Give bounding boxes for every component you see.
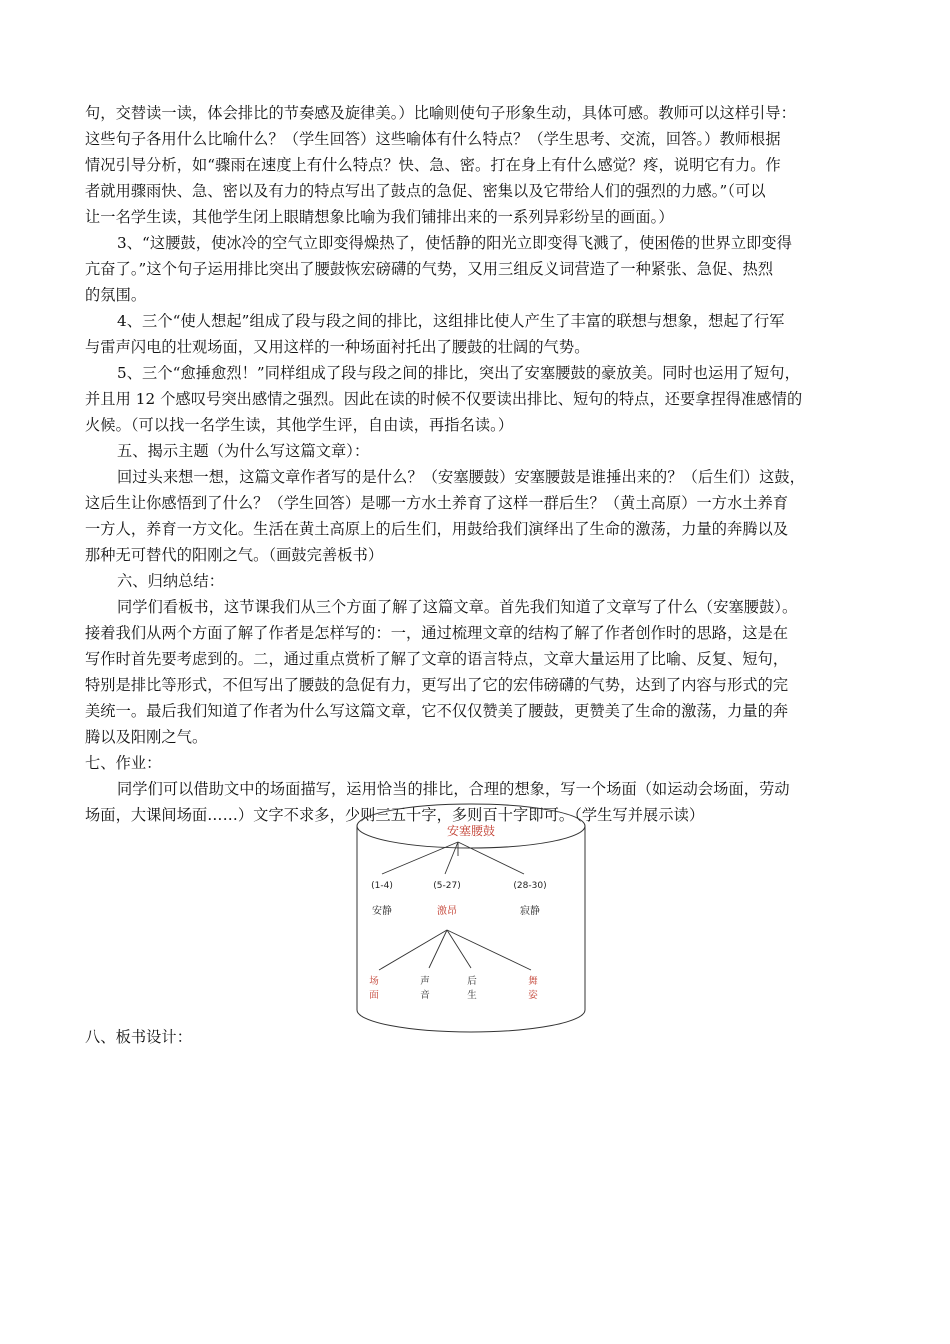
diagram-title: 安塞腰鼓 xyxy=(446,824,496,838)
text-line: 3、“这腰鼓，使冰冷的空气立即变得燥热了，使恬静的阳光立即变得飞溅了，使困倦的世界立即变得 xyxy=(117,234,792,252)
drum-board-diagram xyxy=(355,802,587,1034)
text-line: 特别是排比等形式，不但写出了腰鼓的急促有力，更写出了它的宏伟磅礴的气势，达到了内容与形式的完 xyxy=(85,676,789,694)
aspect-label: 面 xyxy=(369,990,379,1001)
text-line: 回过头来想一想，这篇文章作者写的是什么？（安塞腰鼓）安塞腰鼓是谁捶出来的？（后生们）这鼓， xyxy=(117,468,805,486)
section-label: 寂静 xyxy=(520,906,540,917)
text-line: 4、三个“使人想起”组成了段与段之间的排比，这组排比使人产生了丰富的联想与想象，想起了行军 xyxy=(117,312,785,330)
text-line: 接着我们从两个方面了解了作者是怎样写的：一，通过梳理文章的结构了解了作者创作时的思路，这是在 xyxy=(85,624,789,642)
aspect-label: 姿 xyxy=(528,990,538,1001)
text-line: 同学们可以借助文中的场面描写，运用恰当的排比，合理的想象，写一个场面（如运动会场面，劳动 xyxy=(117,780,790,798)
text-line: 火候。（可以找一名学生读，其他学生评，自由读，再指名读。） xyxy=(85,416,514,434)
section-heading: 六、归纳总结： xyxy=(117,572,225,590)
aspect-label: 音 xyxy=(420,990,430,1001)
text-line: 让一名学生读，其他学生闭上眼睛想象比喻为我们铺排出来的一系列异彩纷呈的画面。） xyxy=(85,208,674,226)
section-label: 激昂 xyxy=(437,906,457,917)
board-design-heading: 八、板书设计： xyxy=(85,1028,193,1046)
text-line: 这些句子各用什么比喻什么？（学生回答）这些喻体有什么特点？（学生思考、交流，回答。）教师根据 xyxy=(85,130,781,148)
section-range: (28-30) xyxy=(513,881,547,891)
text-line: 亢奋了。”这个句子运用排比突出了腰鼓恢宏磅礴的气势，又用三组反义词营造了一种紧张、急促、热烈 xyxy=(85,260,774,278)
section-heading: 七、作业： xyxy=(85,754,162,772)
aspect-label: 舞 xyxy=(528,976,538,987)
text-line: 者就用骤雨快、急、密以及有力的特点写出了鼓点的急促、密集以及它带给人们的强烈的力感。”（可以 xyxy=(85,182,766,200)
text-line: 同学们看板书，这节课我们从三个方面了解了这篇文章。首先我们知道了文章写了什么（安塞腰鼓）。 xyxy=(117,598,798,616)
text-line: 这后生让你感悟到了什么？（学生回答）是哪一方水土养育了这样一群后生？（黄土高原）一方水土养育 xyxy=(85,494,789,512)
text-line: 与雷声闪电的壮观场面，又用这样的一种场面衬托出了腰鼓的壮阔的气势。 xyxy=(85,338,590,356)
text-line: 并且用 12 个感叹号突出感情之强烈。因此在读的时候不仅要读出排比、短句的特点，还要拿捏得准感情的 xyxy=(85,390,803,408)
section-range: (5-27) xyxy=(433,881,461,891)
text-line: 情况引导分析，如“骤雨在速度上有什么特点？快、急、密。打在身上有什么感觉？疼，说明它有力。作 xyxy=(85,156,781,174)
text-line: 腾以及阳刚之气。 xyxy=(85,728,208,746)
text-line: 那种无可替代的阳刚之气。（画鼓完善板书） xyxy=(85,546,384,564)
text-line: 5、三个“愈捶愈烈！”同样组成了段与段之间的排比，突出了安塞腰鼓的豪放美。同时也运用了短句， xyxy=(117,364,800,382)
text-line: 场面，大课间场面……）文字不求多，少则三五十字，多则百十字即可。（学生写并展示读） xyxy=(85,806,705,824)
text-line: 美统一。最后我们知道了作者为什么写这篇文章，它不仅仅赞美了腰鼓，更赞美了生命的激荡，力量的奔 xyxy=(85,702,789,720)
text-line: 句，交替读一读，体会排比的节奏感及旋律美。）比喻则使句子形象生动，具体可感。教师可以这样引导： xyxy=(85,104,796,122)
section-range: (1-4) xyxy=(371,881,393,891)
branch-lines-bottom xyxy=(379,930,531,970)
aspect-label: 后 xyxy=(467,976,477,987)
section-heading: 五、揭示主题（为什么写这篇文章）： xyxy=(117,442,370,460)
aspect-label: 生 xyxy=(467,990,477,1001)
aspect-label: 场 xyxy=(369,976,379,987)
section-label: 安静 xyxy=(372,906,392,917)
text-line: 的氛围。 xyxy=(85,286,147,304)
aspect-label: 声 xyxy=(420,976,430,987)
text-line: 写作时首先要考虑到的。二，通过重点赏析了解了文章的语言特点，文章大量运用了比喻、反复、短句， xyxy=(85,650,789,668)
text-line: 一方人，养育一方文化。生活在黄土高原上的后生们，用鼓给我们演绎出了生命的激荡，力量的奔腾以及 xyxy=(85,520,789,538)
